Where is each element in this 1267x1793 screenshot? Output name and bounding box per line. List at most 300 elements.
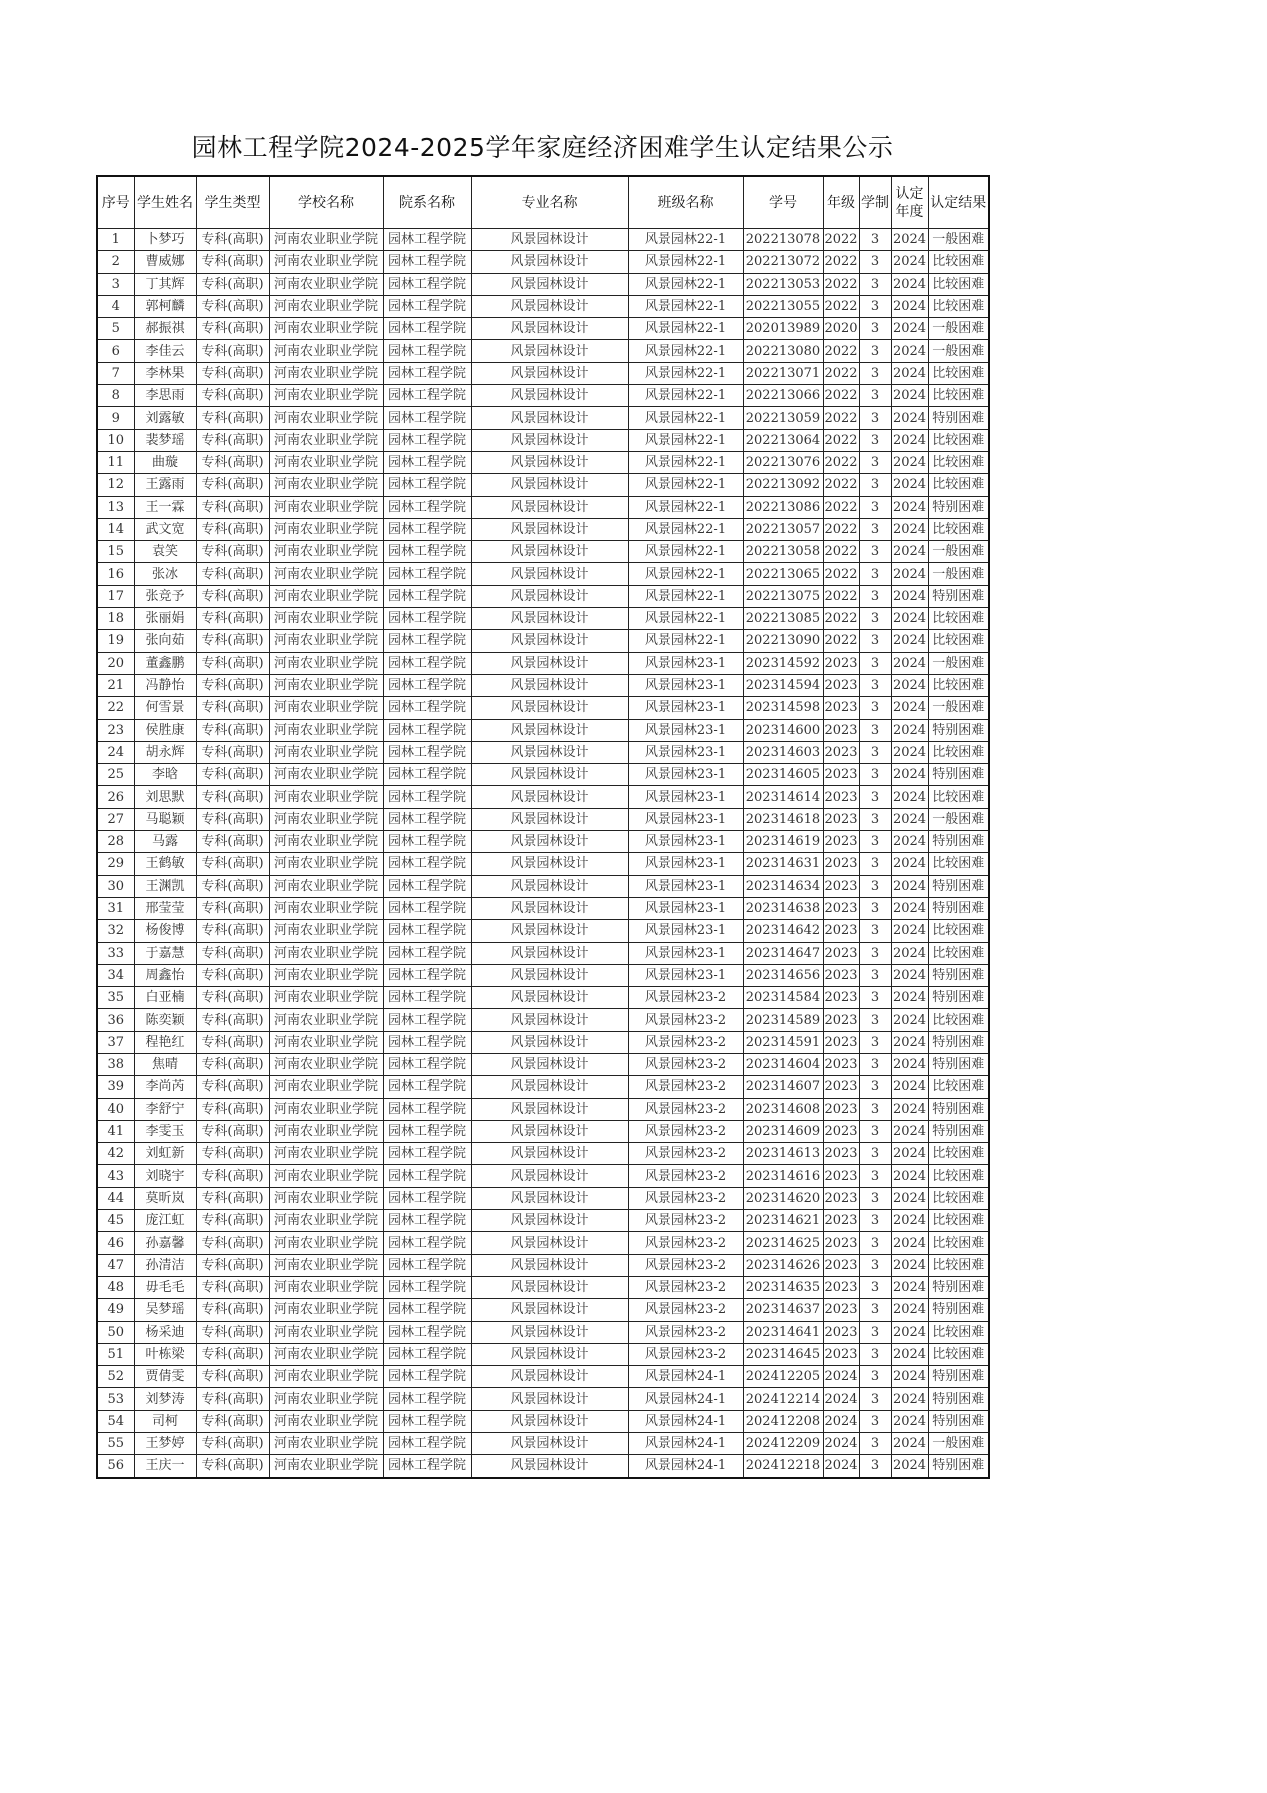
cell-major-name: 风景园林设计	[471, 964, 628, 986]
cell-student-type: 专科(高职)	[196, 1455, 269, 1478]
cell-student-type: 专科(高职)	[196, 987, 269, 1009]
cell-class-name: 风景园林22-1	[628, 541, 743, 563]
cell-program-length: 3	[859, 1210, 891, 1232]
cell-department-name: 园林工程学院	[383, 786, 471, 808]
cell-school-name: 河南农业职业学院	[269, 340, 383, 362]
table-row	[97, 1210, 989, 1232]
cell-department-name: 园林工程学院	[383, 385, 471, 407]
cell-recognition-year: 2024	[891, 1009, 928, 1031]
cell-recognition-result: 一般困难	[928, 697, 989, 719]
cell-recognition-result: 比较困难	[928, 741, 989, 763]
table-row	[97, 1165, 989, 1187]
cell-student-id: 202314656	[743, 964, 823, 986]
cell-grade: 2023	[823, 652, 859, 674]
cell-class-name: 风景园林23-1	[628, 786, 743, 808]
cell-student-id: 202314600	[743, 719, 823, 741]
cell-student-type: 专科(高职)	[196, 273, 269, 295]
cell-student-id: 202213078	[743, 229, 823, 251]
cell-class-name: 风景园林23-2	[628, 1098, 743, 1120]
cell-student-name: 毋毛毛	[134, 1276, 196, 1298]
cell-recognition-year: 2024	[891, 1321, 928, 1343]
cell-recognition-year: 2024	[891, 362, 928, 384]
cell-student-id: 202314626	[743, 1254, 823, 1276]
cell-recognition-year: 2024	[891, 474, 928, 496]
cell-student-type: 专科(高职)	[196, 831, 269, 853]
cell-student-name: 吴梦瑶	[134, 1299, 196, 1321]
cell-school-name: 河南农业职业学院	[269, 942, 383, 964]
cell-recognition-result: 比较困难	[928, 474, 989, 496]
cell-student-id: 202013989	[743, 318, 823, 340]
cell-student-id: 202314618	[743, 808, 823, 830]
cell-student-type: 专科(高职)	[196, 585, 269, 607]
cell-student-type: 专科(高职)	[196, 340, 269, 362]
cell-major-name: 风景园林设计	[471, 1076, 628, 1098]
table-row	[97, 652, 989, 674]
table-row	[97, 1410, 989, 1432]
table-row	[97, 407, 989, 429]
cell-school-name: 河南农业职业学院	[269, 541, 383, 563]
cell-index: 22	[97, 697, 134, 719]
cell-student-name: 程艳红	[134, 1031, 196, 1053]
cell-recognition-year: 2024	[891, 875, 928, 897]
cell-student-id: 202314631	[743, 853, 823, 875]
cell-recognition-result: 一般困难	[928, 808, 989, 830]
cell-index: 44	[97, 1187, 134, 1209]
cell-department-name: 园林工程学院	[383, 942, 471, 964]
cell-class-name: 风景园林23-2	[628, 1343, 743, 1365]
cell-school-name: 河南农业职业学院	[269, 1143, 383, 1165]
cell-department-name: 园林工程学院	[383, 1433, 471, 1455]
cell-class-name: 风景园林23-2	[628, 1276, 743, 1298]
cell-student-type: 专科(高职)	[196, 719, 269, 741]
cell-index: 21	[97, 674, 134, 696]
cell-grade: 2023	[823, 1187, 859, 1209]
table-row	[97, 674, 989, 696]
cell-class-name: 风景园林23-2	[628, 1254, 743, 1276]
cell-class-name: 风景园林23-2	[628, 1009, 743, 1031]
cell-index: 2	[97, 251, 134, 273]
cell-major-name: 风景园林设计	[471, 719, 628, 741]
cell-grade: 2022	[823, 518, 859, 540]
cell-student-name: 李尚芮	[134, 1076, 196, 1098]
cell-recognition-year: 2024	[891, 229, 928, 251]
cell-student-type: 专科(高职)	[196, 318, 269, 340]
cell-class-name: 风景园林23-1	[628, 964, 743, 986]
cell-program-length: 3	[859, 1343, 891, 1365]
cell-index: 46	[97, 1232, 134, 1254]
cell-recognition-result: 比较困难	[928, 1232, 989, 1254]
cell-program-length: 3	[859, 719, 891, 741]
cell-department-name: 园林工程学院	[383, 652, 471, 674]
cell-grade: 2023	[823, 1232, 859, 1254]
cell-program-length: 3	[859, 474, 891, 496]
cell-recognition-result: 比较困难	[928, 273, 989, 295]
column-header-student-type: 学生类型	[196, 176, 269, 229]
cell-school-name: 河南农业职业学院	[269, 273, 383, 295]
cell-student-id: 202314605	[743, 764, 823, 786]
cell-major-name: 风景园林设计	[471, 875, 628, 897]
cell-student-name: 王露雨	[134, 474, 196, 496]
cell-student-type: 专科(高职)	[196, 1433, 269, 1455]
cell-school-name: 河南农业职业学院	[269, 764, 383, 786]
cell-major-name: 风景园林设计	[471, 831, 628, 853]
cell-grade: 2023	[823, 964, 859, 986]
cell-department-name: 园林工程学院	[383, 251, 471, 273]
cell-student-name: 于嘉慧	[134, 942, 196, 964]
cell-recognition-result: 比较困难	[928, 251, 989, 273]
cell-department-name: 园林工程学院	[383, 563, 471, 585]
cell-class-name: 风景园林23-2	[628, 1143, 743, 1165]
cell-student-name: 王渊凯	[134, 875, 196, 897]
cell-school-name: 河南农业职业学院	[269, 1232, 383, 1254]
cell-class-name: 风景园林23-1	[628, 897, 743, 919]
cell-class-name: 风景园林23-1	[628, 764, 743, 786]
column-header-student-name: 学生姓名	[134, 176, 196, 229]
cell-major-name: 风景园林设计	[471, 1366, 628, 1388]
cell-school-name: 河南农业职业学院	[269, 1388, 383, 1410]
cell-recognition-year: 2024	[891, 630, 928, 652]
cell-index: 56	[97, 1455, 134, 1478]
cell-student-id: 202314608	[743, 1098, 823, 1120]
cell-program-length: 3	[859, 920, 891, 942]
cell-index: 28	[97, 831, 134, 853]
table-row	[97, 786, 989, 808]
cell-recognition-result: 特别困难	[928, 496, 989, 518]
cell-major-name: 风景园林设计	[471, 697, 628, 719]
cell-student-id: 202314645	[743, 1343, 823, 1365]
cell-class-name: 风景园林22-1	[628, 451, 743, 473]
cell-index: 38	[97, 1053, 134, 1075]
cell-class-name: 风景园林23-2	[628, 1321, 743, 1343]
cell-major-name: 风景园林设计	[471, 652, 628, 674]
cell-grade: 2023	[823, 831, 859, 853]
cell-class-name: 风景园林23-2	[628, 1187, 743, 1209]
cell-recognition-result: 一般困难	[928, 652, 989, 674]
cell-major-name: 风景园林设计	[471, 1276, 628, 1298]
students-table	[96, 175, 990, 1479]
cell-recognition-result: 特别困难	[928, 1455, 989, 1478]
cell-school-name: 河南农业职业学院	[269, 585, 383, 607]
cell-school-name: 河南农业职业学院	[269, 1120, 383, 1142]
cell-recognition-year: 2024	[891, 1455, 928, 1478]
cell-program-length: 3	[859, 429, 891, 451]
table-row	[97, 1254, 989, 1276]
table-row	[97, 719, 989, 741]
cell-major-name: 风景园林设计	[471, 1165, 628, 1187]
cell-major-name: 风景园林设计	[471, 541, 628, 563]
cell-student-type: 专科(高职)	[196, 1254, 269, 1276]
cell-student-type: 专科(高职)	[196, 429, 269, 451]
cell-index: 13	[97, 496, 134, 518]
cell-program-length: 3	[859, 563, 891, 585]
cell-major-name: 风景园林设计	[471, 741, 628, 763]
cell-student-type: 专科(高职)	[196, 1165, 269, 1187]
cell-student-name: 裴梦瑶	[134, 429, 196, 451]
cell-student-type: 专科(高职)	[196, 1187, 269, 1209]
cell-school-name: 河南农业职业学院	[269, 563, 383, 585]
table-row	[97, 1009, 989, 1031]
cell-school-name: 河南农业职业学院	[269, 1343, 383, 1365]
cell-program-length: 3	[859, 251, 891, 273]
cell-index: 12	[97, 474, 134, 496]
cell-class-name: 风景园林23-1	[628, 674, 743, 696]
cell-student-id: 202213066	[743, 385, 823, 407]
cell-grade: 2023	[823, 1053, 859, 1075]
cell-recognition-year: 2024	[891, 1031, 928, 1053]
cell-student-id: 202314634	[743, 875, 823, 897]
cell-student-type: 专科(高职)	[196, 407, 269, 429]
cell-student-id: 202314607	[743, 1076, 823, 1098]
cell-student-type: 专科(高职)	[196, 1053, 269, 1075]
cell-student-id: 202213058	[743, 541, 823, 563]
table-row	[97, 808, 989, 830]
table-row	[97, 1433, 989, 1455]
cell-recognition-result: 一般困难	[928, 1433, 989, 1455]
cell-student-id: 202314620	[743, 1187, 823, 1209]
cell-recognition-result: 比较困难	[928, 630, 989, 652]
cell-grade: 2022	[823, 608, 859, 630]
cell-student-id: 202314621	[743, 1210, 823, 1232]
cell-student-name: 卜梦巧	[134, 229, 196, 251]
cell-recognition-result: 比较困难	[928, 920, 989, 942]
cell-class-name: 风景园林22-1	[628, 273, 743, 295]
cell-student-type: 专科(高职)	[196, 608, 269, 630]
cell-student-name: 李佳云	[134, 340, 196, 362]
cell-index: 15	[97, 541, 134, 563]
cell-major-name: 风景园林设计	[471, 1388, 628, 1410]
cell-class-name: 风景园林22-1	[628, 340, 743, 362]
cell-recognition-result: 比较困难	[928, 1343, 989, 1365]
cell-student-id: 202213080	[743, 340, 823, 362]
cell-class-name: 风景园林22-1	[628, 630, 743, 652]
cell-index: 25	[97, 764, 134, 786]
cell-school-name: 河南农业职业学院	[269, 630, 383, 652]
table-body	[97, 229, 989, 1478]
cell-grade: 2023	[823, 920, 859, 942]
cell-student-name: 武文宽	[134, 518, 196, 540]
cell-class-name: 风景园林23-2	[628, 987, 743, 1009]
cell-class-name: 风景园林22-1	[628, 229, 743, 251]
cell-student-type: 专科(高职)	[196, 541, 269, 563]
cell-recognition-result: 比较困难	[928, 942, 989, 964]
cell-school-name: 河南农业职业学院	[269, 1321, 383, 1343]
table-row	[97, 853, 989, 875]
cell-student-type: 专科(高职)	[196, 786, 269, 808]
cell-student-type: 专科(高职)	[196, 964, 269, 986]
cell-student-name: 张丽娟	[134, 608, 196, 630]
cell-major-name: 风景园林设计	[471, 563, 628, 585]
cell-major-name: 风景园林设计	[471, 518, 628, 540]
cell-student-type: 专科(高职)	[196, 674, 269, 696]
table-row	[97, 1143, 989, 1165]
cell-recognition-year: 2024	[891, 1343, 928, 1365]
column-header-major-name: 专业名称	[471, 176, 628, 229]
cell-grade: 2020	[823, 318, 859, 340]
cell-program-length: 3	[859, 1299, 891, 1321]
cell-class-name: 风景园林23-1	[628, 652, 743, 674]
cell-class-name: 风景园林22-1	[628, 474, 743, 496]
cell-department-name: 园林工程学院	[383, 1299, 471, 1321]
cell-recognition-year: 2024	[891, 496, 928, 518]
cell-department-name: 园林工程学院	[383, 608, 471, 630]
cell-student-name: 司柯	[134, 1410, 196, 1432]
table-row	[97, 1187, 989, 1209]
table-row	[97, 362, 989, 384]
cell-student-id: 202412208	[743, 1410, 823, 1432]
cell-class-name: 风景园林23-2	[628, 1210, 743, 1232]
cell-student-type: 专科(高职)	[196, 875, 269, 897]
cell-recognition-result: 特别困难	[928, 1120, 989, 1142]
cell-recognition-year: 2024	[891, 1388, 928, 1410]
cell-school-name: 河南农业职业学院	[269, 496, 383, 518]
cell-student-id: 202213057	[743, 518, 823, 540]
cell-school-name: 河南农业职业学院	[269, 1254, 383, 1276]
cell-student-name: 李晗	[134, 764, 196, 786]
cell-student-type: 专科(高职)	[196, 385, 269, 407]
cell-grade: 2024	[823, 1366, 859, 1388]
cell-department-name: 园林工程学院	[383, 1366, 471, 1388]
cell-program-length: 3	[859, 1031, 891, 1053]
cell-school-name: 河南农业职业学院	[269, 1076, 383, 1098]
cell-recognition-result: 特别困难	[928, 407, 989, 429]
cell-school-name: 河南农业职业学院	[269, 853, 383, 875]
cell-recognition-result: 比较困难	[928, 608, 989, 630]
cell-student-name: 焦晴	[134, 1053, 196, 1075]
cell-school-name: 河南农业职业学院	[269, 1410, 383, 1432]
cell-grade: 2023	[823, 1210, 859, 1232]
cell-department-name: 园林工程学院	[383, 831, 471, 853]
table-row	[97, 1120, 989, 1142]
table-row	[97, 764, 989, 786]
cell-index: 4	[97, 295, 134, 317]
cell-student-type: 专科(高职)	[196, 764, 269, 786]
cell-student-type: 专科(高职)	[196, 362, 269, 384]
cell-student-name: 邢莹莹	[134, 897, 196, 919]
cell-student-id: 202314647	[743, 942, 823, 964]
cell-index: 48	[97, 1276, 134, 1298]
table-row	[97, 563, 989, 585]
cell-department-name: 园林工程学院	[383, 318, 471, 340]
cell-major-name: 风景园林设计	[471, 1187, 628, 1209]
cell-department-name: 园林工程学院	[383, 875, 471, 897]
cell-school-name: 河南农业职业学院	[269, 1455, 383, 1478]
cell-department-name: 园林工程学院	[383, 1254, 471, 1276]
cell-student-id: 202314591	[743, 1031, 823, 1053]
cell-recognition-year: 2024	[891, 340, 928, 362]
table-row	[97, 608, 989, 630]
table-row	[97, 496, 989, 518]
cell-grade: 2024	[823, 1410, 859, 1432]
cell-recognition-year: 2024	[891, 1410, 928, 1432]
cell-department-name: 园林工程学院	[383, 451, 471, 473]
cell-grade: 2022	[823, 451, 859, 473]
table-row	[97, 229, 989, 251]
table-row	[97, 630, 989, 652]
cell-index: 6	[97, 340, 134, 362]
cell-program-length: 3	[859, 1455, 891, 1478]
cell-grade: 2022	[823, 585, 859, 607]
cell-department-name: 园林工程学院	[383, 474, 471, 496]
table-row	[97, 1031, 989, 1053]
cell-major-name: 风景园林设计	[471, 385, 628, 407]
cell-department-name: 园林工程学院	[383, 1098, 471, 1120]
cell-student-id: 202314641	[743, 1321, 823, 1343]
cell-major-name: 风景园林设计	[471, 674, 628, 696]
cell-department-name: 园林工程学院	[383, 964, 471, 986]
cell-recognition-year: 2024	[891, 786, 928, 808]
cell-student-type: 专科(高职)	[196, 1343, 269, 1365]
cell-recognition-year: 2024	[891, 1276, 928, 1298]
table-row	[97, 273, 989, 295]
table-row	[97, 741, 989, 763]
cell-department-name: 园林工程学院	[383, 697, 471, 719]
cell-class-name: 风景园林24-1	[628, 1433, 743, 1455]
cell-student-id: 202213059	[743, 407, 823, 429]
cell-student-name: 马露	[134, 831, 196, 853]
cell-department-name: 园林工程学院	[383, 1143, 471, 1165]
cell-index: 41	[97, 1120, 134, 1142]
cell-recognition-year: 2024	[891, 697, 928, 719]
cell-grade: 2024	[823, 1455, 859, 1478]
cell-school-name: 河南农业职业学院	[269, 741, 383, 763]
cell-index: 23	[97, 719, 134, 741]
cell-school-name: 河南农业职业学院	[269, 429, 383, 451]
table-row	[97, 429, 989, 451]
cell-grade: 2023	[823, 741, 859, 763]
cell-grade: 2023	[823, 1143, 859, 1165]
cell-program-length: 3	[859, 385, 891, 407]
cell-student-id: 202314594	[743, 674, 823, 696]
cell-student-type: 专科(高职)	[196, 1098, 269, 1120]
cell-index: 43	[97, 1165, 134, 1187]
cell-grade: 2022	[823, 407, 859, 429]
cell-recognition-result: 比较困难	[928, 1210, 989, 1232]
cell-index: 16	[97, 563, 134, 585]
cell-school-name: 河南农业职业学院	[269, 1366, 383, 1388]
page-title: 园林工程学院2024-2025学年家庭经济困难学生认定结果公示	[191, 133, 894, 162]
cell-department-name: 园林工程学院	[383, 1388, 471, 1410]
cell-student-id: 202314625	[743, 1232, 823, 1254]
table-row	[97, 1366, 989, 1388]
cell-student-name: 王鹤敏	[134, 853, 196, 875]
cell-student-name: 周鑫怡	[134, 964, 196, 986]
cell-recognition-result: 比较困难	[928, 451, 989, 473]
cell-program-length: 3	[859, 1120, 891, 1142]
cell-index: 34	[97, 964, 134, 986]
cell-program-length: 3	[859, 1254, 891, 1276]
cell-grade: 2023	[823, 674, 859, 696]
cell-class-name: 风景园林24-1	[628, 1455, 743, 1478]
cell-program-length: 3	[859, 808, 891, 830]
cell-program-length: 3	[859, 340, 891, 362]
cell-class-name: 风景园林23-2	[628, 1031, 743, 1053]
table-row	[97, 1299, 989, 1321]
cell-program-length: 3	[859, 518, 891, 540]
cell-student-type: 专科(高职)	[196, 697, 269, 719]
cell-major-name: 风景园林设计	[471, 897, 628, 919]
cell-recognition-result: 一般困难	[928, 229, 989, 251]
cell-recognition-result: 特别困难	[928, 1366, 989, 1388]
table-row	[97, 964, 989, 986]
cell-index: 8	[97, 385, 134, 407]
cell-program-length: 3	[859, 897, 891, 919]
cell-grade: 2024	[823, 1433, 859, 1455]
cell-school-name: 河南农业职业学院	[269, 719, 383, 741]
cell-student-id: 202213071	[743, 362, 823, 384]
cell-grade: 2023	[823, 808, 859, 830]
table-row	[97, 1388, 989, 1410]
cell-major-name: 风景园林设计	[471, 318, 628, 340]
